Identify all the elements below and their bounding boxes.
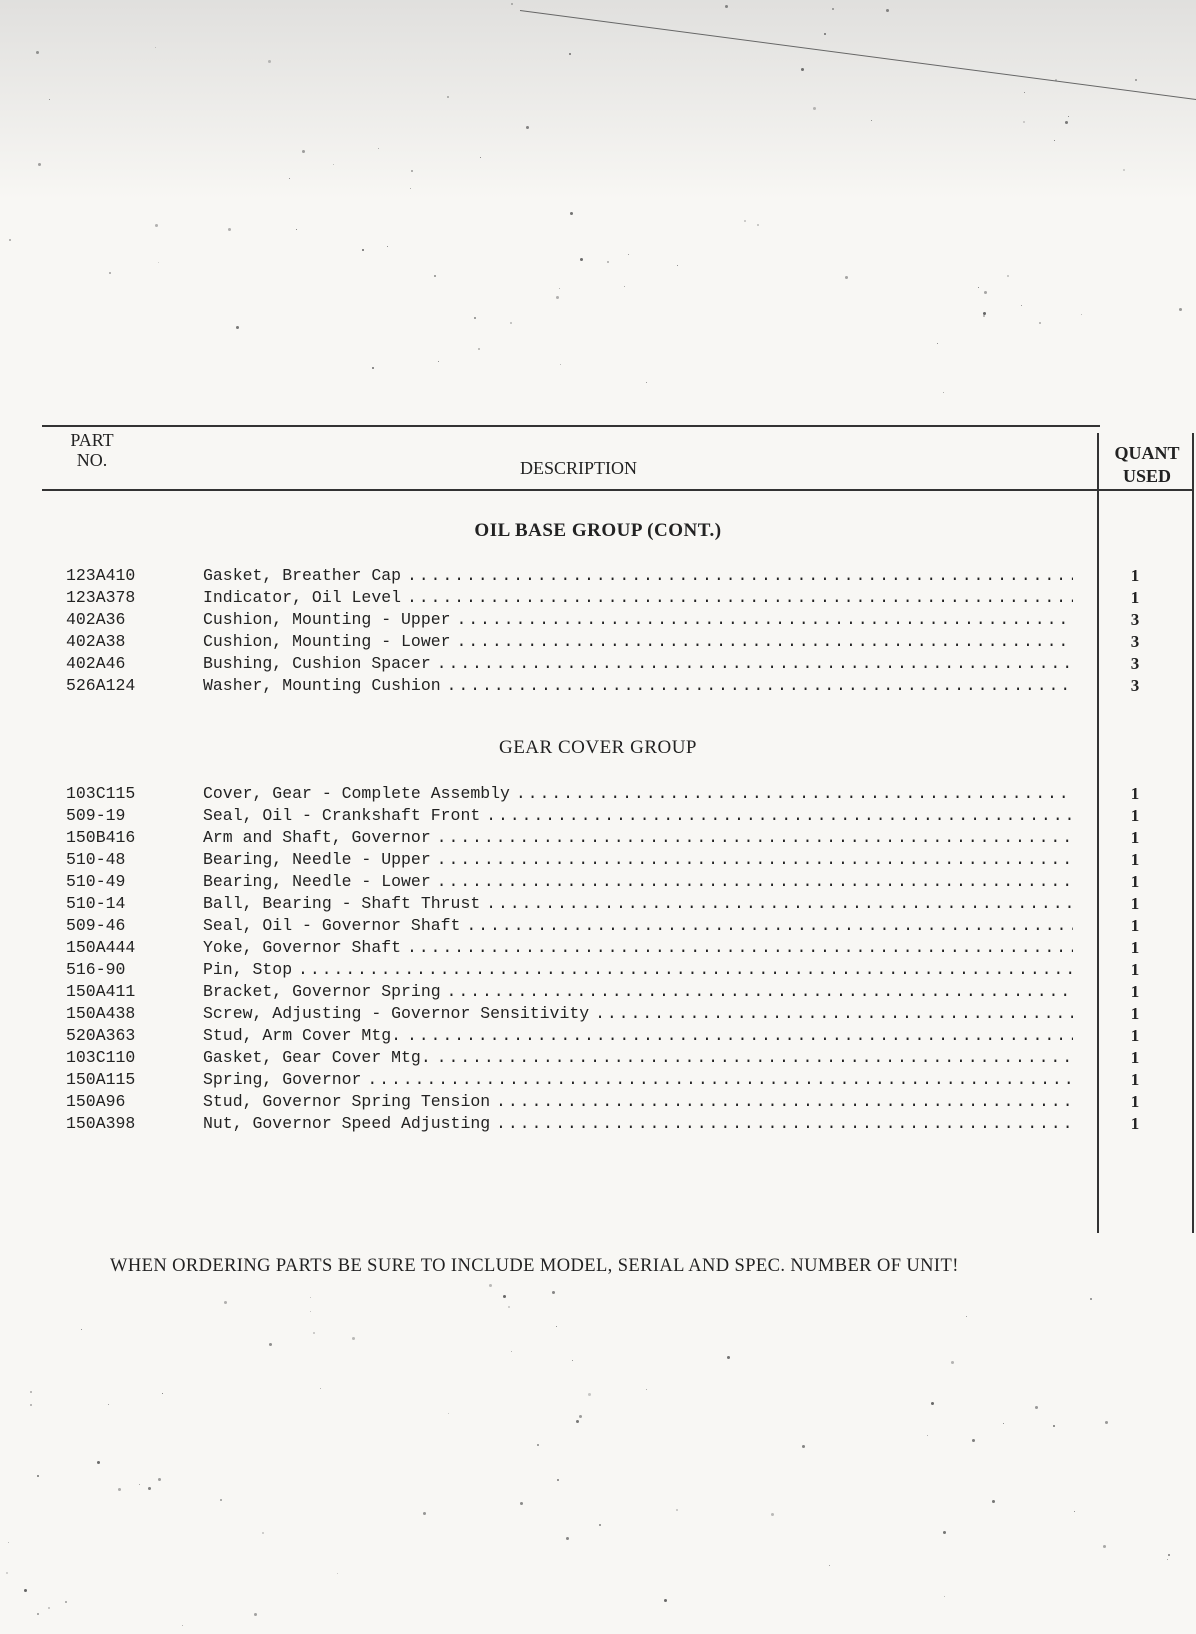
scan-speck: [30, 1404, 32, 1406]
part-description: Gasket, Gear Cover Mtg. . . .: [203, 1048, 1073, 1067]
scan-speck: [943, 392, 944, 393]
scan-speck: [6, 1572, 8, 1574]
part-no-header-line2: NO.: [76, 450, 108, 470]
scan-speck: [37, 1475, 39, 1477]
scan-speck: [411, 170, 413, 172]
part-description: Seal, Oil - Crankshaft Front . . .: [203, 806, 1073, 825]
scan-speck: [744, 220, 746, 222]
scan-speck: [24, 1589, 27, 1592]
quantity-header: [1102, 442, 1192, 488]
scan-speck: [372, 367, 374, 369]
table-row: [0, 1004, 1196, 1026]
scan-speck: [1081, 314, 1082, 315]
part-no-header: [62, 430, 122, 470]
scan-speck: [268, 60, 271, 63]
scan-speck: [1007, 275, 1009, 277]
scan-speck: [832, 8, 834, 10]
scan-speck: [478, 348, 480, 350]
part-description: Gasket, Breather Cap . . .: [203, 566, 1073, 585]
description-header: DESCRIPTION: [520, 458, 638, 478]
part-description: Cover, Gear - Complete Assembly . . .: [203, 784, 1073, 803]
scan-speck: [802, 1445, 805, 1448]
quantity-used: 3: [1130, 676, 1140, 695]
scan-speck: [296, 229, 297, 230]
part-number: 520A363: [66, 1026, 136, 1045]
scan-speck: [813, 107, 816, 110]
scan-speck: [1065, 121, 1068, 124]
scan-speck: [289, 178, 290, 179]
table-row: [0, 566, 1196, 588]
part-description: Spring, Governor . . .: [203, 1070, 1073, 1089]
scan-speck: [448, 1413, 449, 1414]
table-row: [0, 938, 1196, 960]
scan-speck: [510, 322, 512, 324]
scan-speck: [48, 1607, 50, 1609]
scan-speck: [155, 47, 156, 48]
table-header-rule: [42, 489, 1192, 491]
scan-speck: [677, 265, 678, 266]
scan-speck: [310, 1297, 311, 1298]
part-number: 123A410: [66, 566, 136, 585]
scan-speck: [1024, 92, 1025, 93]
scan-speck: [65, 1601, 67, 1603]
quantity-used: 1: [1130, 894, 1140, 913]
scan-speck: [320, 1388, 321, 1389]
scan-speck: [557, 1479, 559, 1481]
scan-speck: [664, 1599, 667, 1602]
scan-speck: [829, 1565, 830, 1566]
group-title-gear-cover: GEAR COVER GROUP: [498, 737, 698, 758]
scan-speck: [607, 261, 609, 263]
part-no-header-line1: PART: [70, 430, 114, 450]
quantity-used: 1: [1130, 916, 1140, 935]
scan-speck: [824, 33, 826, 35]
quantity-used: 1: [1130, 850, 1140, 869]
table-row: [0, 784, 1196, 806]
scan-speck: [725, 5, 728, 8]
scan-speck: [362, 249, 364, 251]
scan-speck: [1023, 121, 1025, 123]
scan-speck: [1168, 1554, 1170, 1556]
part-number: 123A378: [66, 588, 136, 607]
scan-speck: [155, 224, 158, 227]
quantity-used: 1: [1130, 1048, 1140, 1067]
table-row: [0, 850, 1196, 872]
scan-speck: [1135, 79, 1137, 81]
scan-speck: [302, 150, 305, 153]
scan-speck: [109, 272, 111, 274]
part-number: 150A444: [66, 938, 136, 957]
scan-speck: [254, 1613, 257, 1616]
scan-speck: [410, 188, 411, 189]
scan-speck: [556, 1326, 557, 1327]
quantity-used: 1: [1130, 1114, 1140, 1133]
table-row: [0, 960, 1196, 982]
part-number: 150A411: [66, 982, 136, 1001]
quantity-used: 1: [1130, 960, 1140, 979]
table-row: [0, 828, 1196, 850]
scan-speck: [569, 53, 571, 55]
part-description: Bracket, Governor Spring . . .: [203, 982, 1073, 1001]
quantity-header-line2: USED: [1122, 466, 1171, 486]
scan-speck: [269, 1343, 272, 1346]
scan-speck: [224, 1301, 227, 1304]
scan-speck: [1003, 1423, 1004, 1424]
scan-speck: [1090, 1298, 1092, 1300]
scan-speck: [937, 343, 938, 344]
scan-speck: [228, 228, 231, 231]
scan-speck: [489, 1284, 492, 1287]
quantity-used: 1: [1130, 1026, 1140, 1045]
scan-speck: [624, 286, 625, 287]
scan-speck: [220, 1499, 222, 1501]
scan-speck: [845, 276, 848, 279]
scan-speck: [943, 1531, 946, 1534]
table-top-rule: [42, 425, 1100, 427]
table-row: [0, 1048, 1196, 1070]
scan-speck: [1167, 1559, 1168, 1560]
scan-speck: [511, 1351, 512, 1352]
quantity-used: 3: [1130, 632, 1140, 651]
quantity-used: 1: [1130, 872, 1140, 891]
scan-speck: [49, 99, 50, 100]
group-title-oil-base: OIL BASE GROUP (CONT.): [474, 520, 722, 541]
scan-speck: [1021, 305, 1022, 306]
scan-speck: [139, 1484, 140, 1485]
scan-speck: [520, 1502, 523, 1505]
scan-speck: [36, 51, 39, 54]
table-row: [0, 676, 1196, 698]
scan-speck: [162, 1393, 163, 1394]
scan-speck: [871, 120, 872, 121]
scan-speck: [1035, 1406, 1038, 1409]
scan-speck: [978, 287, 979, 288]
scan-speck: [570, 212, 573, 215]
scan-speck: [434, 275, 436, 277]
scan-speck: [552, 1291, 555, 1294]
part-number: 510-48: [66, 850, 126, 869]
scan-speck: [559, 288, 560, 289]
scan-speck: [503, 1295, 506, 1298]
part-number: 150B416: [66, 828, 136, 847]
scan-speck: [1123, 169, 1125, 171]
part-number: 516-90: [66, 960, 126, 979]
part-description: Ball, Bearing - Shaft Thrust . . .: [203, 894, 1073, 913]
part-number: 402A38: [66, 632, 126, 651]
scan-speck: [352, 1337, 355, 1340]
scan-speck: [588, 1393, 591, 1396]
quantity-header-line1: QUANT: [1114, 443, 1180, 463]
scan-speck: [158, 262, 159, 263]
scan-speck: [1068, 116, 1069, 117]
quantity-used: 1: [1130, 1070, 1140, 1089]
part-description: Yoke, Governor Shaft . . .: [203, 938, 1073, 957]
quantity-used: 1: [1130, 982, 1140, 1001]
part-number: 150A96: [66, 1092, 126, 1111]
table-row: [0, 806, 1196, 828]
scan-speck: [158, 1478, 161, 1481]
table-row: [0, 1114, 1196, 1136]
part-description: Stud, Arm Cover Mtg. . . .: [203, 1026, 1073, 1045]
scan-speck: [1054, 140, 1055, 141]
scan-speck: [984, 291, 987, 294]
table-row: [0, 610, 1196, 632]
scan-shading: [0, 0, 1196, 200]
scan-speck: [262, 1532, 264, 1534]
gear-cover-parts-list: [0, 784, 1196, 1136]
scan-speck: [474, 317, 476, 319]
part-number: 509-19: [66, 806, 126, 825]
quantity-used: 1: [1130, 1004, 1140, 1023]
quantity-used: 1: [1130, 784, 1140, 803]
part-number: 103C110: [66, 1048, 136, 1067]
table-row: [0, 894, 1196, 916]
scan-speck: [537, 1444, 539, 1446]
scan-speck: [333, 164, 334, 165]
scan-speck: [676, 1509, 678, 1511]
scan-speck: [757, 224, 759, 226]
quantity-used: 3: [1130, 654, 1140, 673]
quantity-used: 1: [1130, 1092, 1140, 1111]
scan-speck: [310, 1311, 311, 1312]
scan-speck: [927, 1435, 928, 1436]
scan-speck: [8, 1542, 9, 1543]
part-description: Nut, Governor Speed Adjusting . . .: [203, 1114, 1073, 1133]
scan-speck: [628, 254, 629, 255]
part-number: 526A124: [66, 676, 136, 695]
part-description: Bearing, Needle - Lower . . .: [203, 872, 1073, 891]
scan-speck: [38, 163, 41, 166]
part-description: Arm and Shaft, Governor . . .: [203, 828, 1073, 847]
scan-speck: [148, 1487, 151, 1490]
table-row: [0, 1026, 1196, 1048]
scan-speck: [966, 1316, 967, 1317]
scan-speck: [236, 326, 239, 329]
scan-speck: [556, 296, 559, 299]
scan-speck: [992, 1500, 995, 1503]
scan-speck: [599, 1524, 601, 1526]
scan-speck: [646, 1389, 647, 1390]
quantity-used: 1: [1130, 566, 1140, 585]
scan-speck: [182, 1625, 183, 1626]
scan-speck: [81, 1329, 82, 1330]
oil-base-parts-list: [0, 566, 1196, 698]
part-description: Bushing, Cushion Spacer . . .: [203, 654, 1073, 673]
part-description: Washer, Mounting Cushion . . .: [203, 676, 1073, 695]
scan-speck: [801, 68, 804, 71]
part-number: 103C115: [66, 784, 136, 803]
table-row: [0, 588, 1196, 610]
part-description: Cushion, Mounting - Upper . . .: [203, 610, 1073, 629]
part-description: Seal, Oil - Governor Shaft . . .: [203, 916, 1073, 935]
quantity-used: 1: [1130, 828, 1140, 847]
quantity-used: 3: [1130, 610, 1140, 629]
scan-speck: [646, 382, 647, 383]
part-number: 150A438: [66, 1004, 136, 1023]
table-row: [0, 916, 1196, 938]
scan-speck: [566, 1537, 569, 1540]
scan-speck: [37, 1613, 39, 1615]
part-description: Cushion, Mounting - Lower . . .: [203, 632, 1073, 651]
scan-speck: [572, 1360, 573, 1361]
scan-speck: [423, 1512, 426, 1515]
scan-speck: [438, 361, 439, 362]
scan-speck: [108, 1404, 109, 1405]
scan-speck: [511, 3, 513, 5]
scan-speck: [1053, 1425, 1055, 1427]
scan-speck: [972, 1439, 975, 1442]
scan-speck: [337, 1573, 338, 1574]
part-number: 402A46: [66, 654, 126, 673]
scan-speck: [771, 1513, 774, 1516]
part-number: 510-49: [66, 872, 126, 891]
table-row: [0, 982, 1196, 1004]
scan-speck: [378, 148, 379, 149]
table-row: [0, 1070, 1196, 1092]
scan-speck: [480, 157, 481, 158]
part-number: 402A36: [66, 610, 126, 629]
scan-speck: [1055, 79, 1057, 81]
scan-speck: [560, 364, 561, 365]
scan-speck: [944, 1596, 945, 1597]
quantity-used: 1: [1130, 806, 1140, 825]
scan-speck: [387, 246, 388, 247]
scan-speck: [580, 258, 583, 261]
part-number: 150A398: [66, 1114, 136, 1133]
scan-speck: [727, 1356, 730, 1359]
part-description: Bearing, Needle - Upper . . .: [203, 850, 1073, 869]
scan-speck: [1179, 308, 1182, 311]
table-row: [0, 632, 1196, 654]
scan-speck: [526, 126, 529, 129]
scan-speck: [508, 1306, 510, 1308]
table-row: [0, 1092, 1196, 1114]
table-row: [0, 872, 1196, 894]
scan-speck: [1074, 1511, 1075, 1512]
part-description: Indicator, Oil Level . . .: [203, 588, 1073, 607]
part-description: Pin, Stop . . .: [203, 960, 1073, 979]
scan-speck: [118, 1488, 121, 1491]
scan-speck: [97, 1461, 100, 1464]
table-row: [0, 654, 1196, 676]
scan-speck: [576, 1420, 579, 1423]
scan-speck: [447, 96, 449, 98]
part-description: Stud, Governor Spring Tension . . .: [203, 1092, 1073, 1111]
ordering-note: WHEN ORDERING PARTS BE SURE TO INCLUDE MODEL, SERIAL AND SPEC. NUMBER OF UNIT!: [110, 1256, 959, 1276]
scan-speck: [1105, 1421, 1108, 1424]
scan-speck: [951, 1361, 954, 1364]
scan-speck: [1103, 1545, 1106, 1548]
scan-speck: [30, 1391, 32, 1393]
scan-speck: [983, 315, 985, 317]
part-description: Screw, Adjusting - Governor Sensitivity . . .: [203, 1004, 1073, 1023]
part-number: 509-46: [66, 916, 126, 935]
scan-speck: [1039, 322, 1041, 324]
scan-speck: [579, 1415, 582, 1418]
part-number: 150A115: [66, 1070, 136, 1089]
scan-speck: [886, 9, 889, 12]
quantity-used: 1: [1130, 588, 1140, 607]
scan-speck: [313, 1332, 315, 1334]
scan-speck: [931, 1402, 934, 1405]
quantity-used: 1: [1130, 938, 1140, 957]
scan-speck: [9, 239, 11, 241]
part-number: 510-14: [66, 894, 126, 913]
